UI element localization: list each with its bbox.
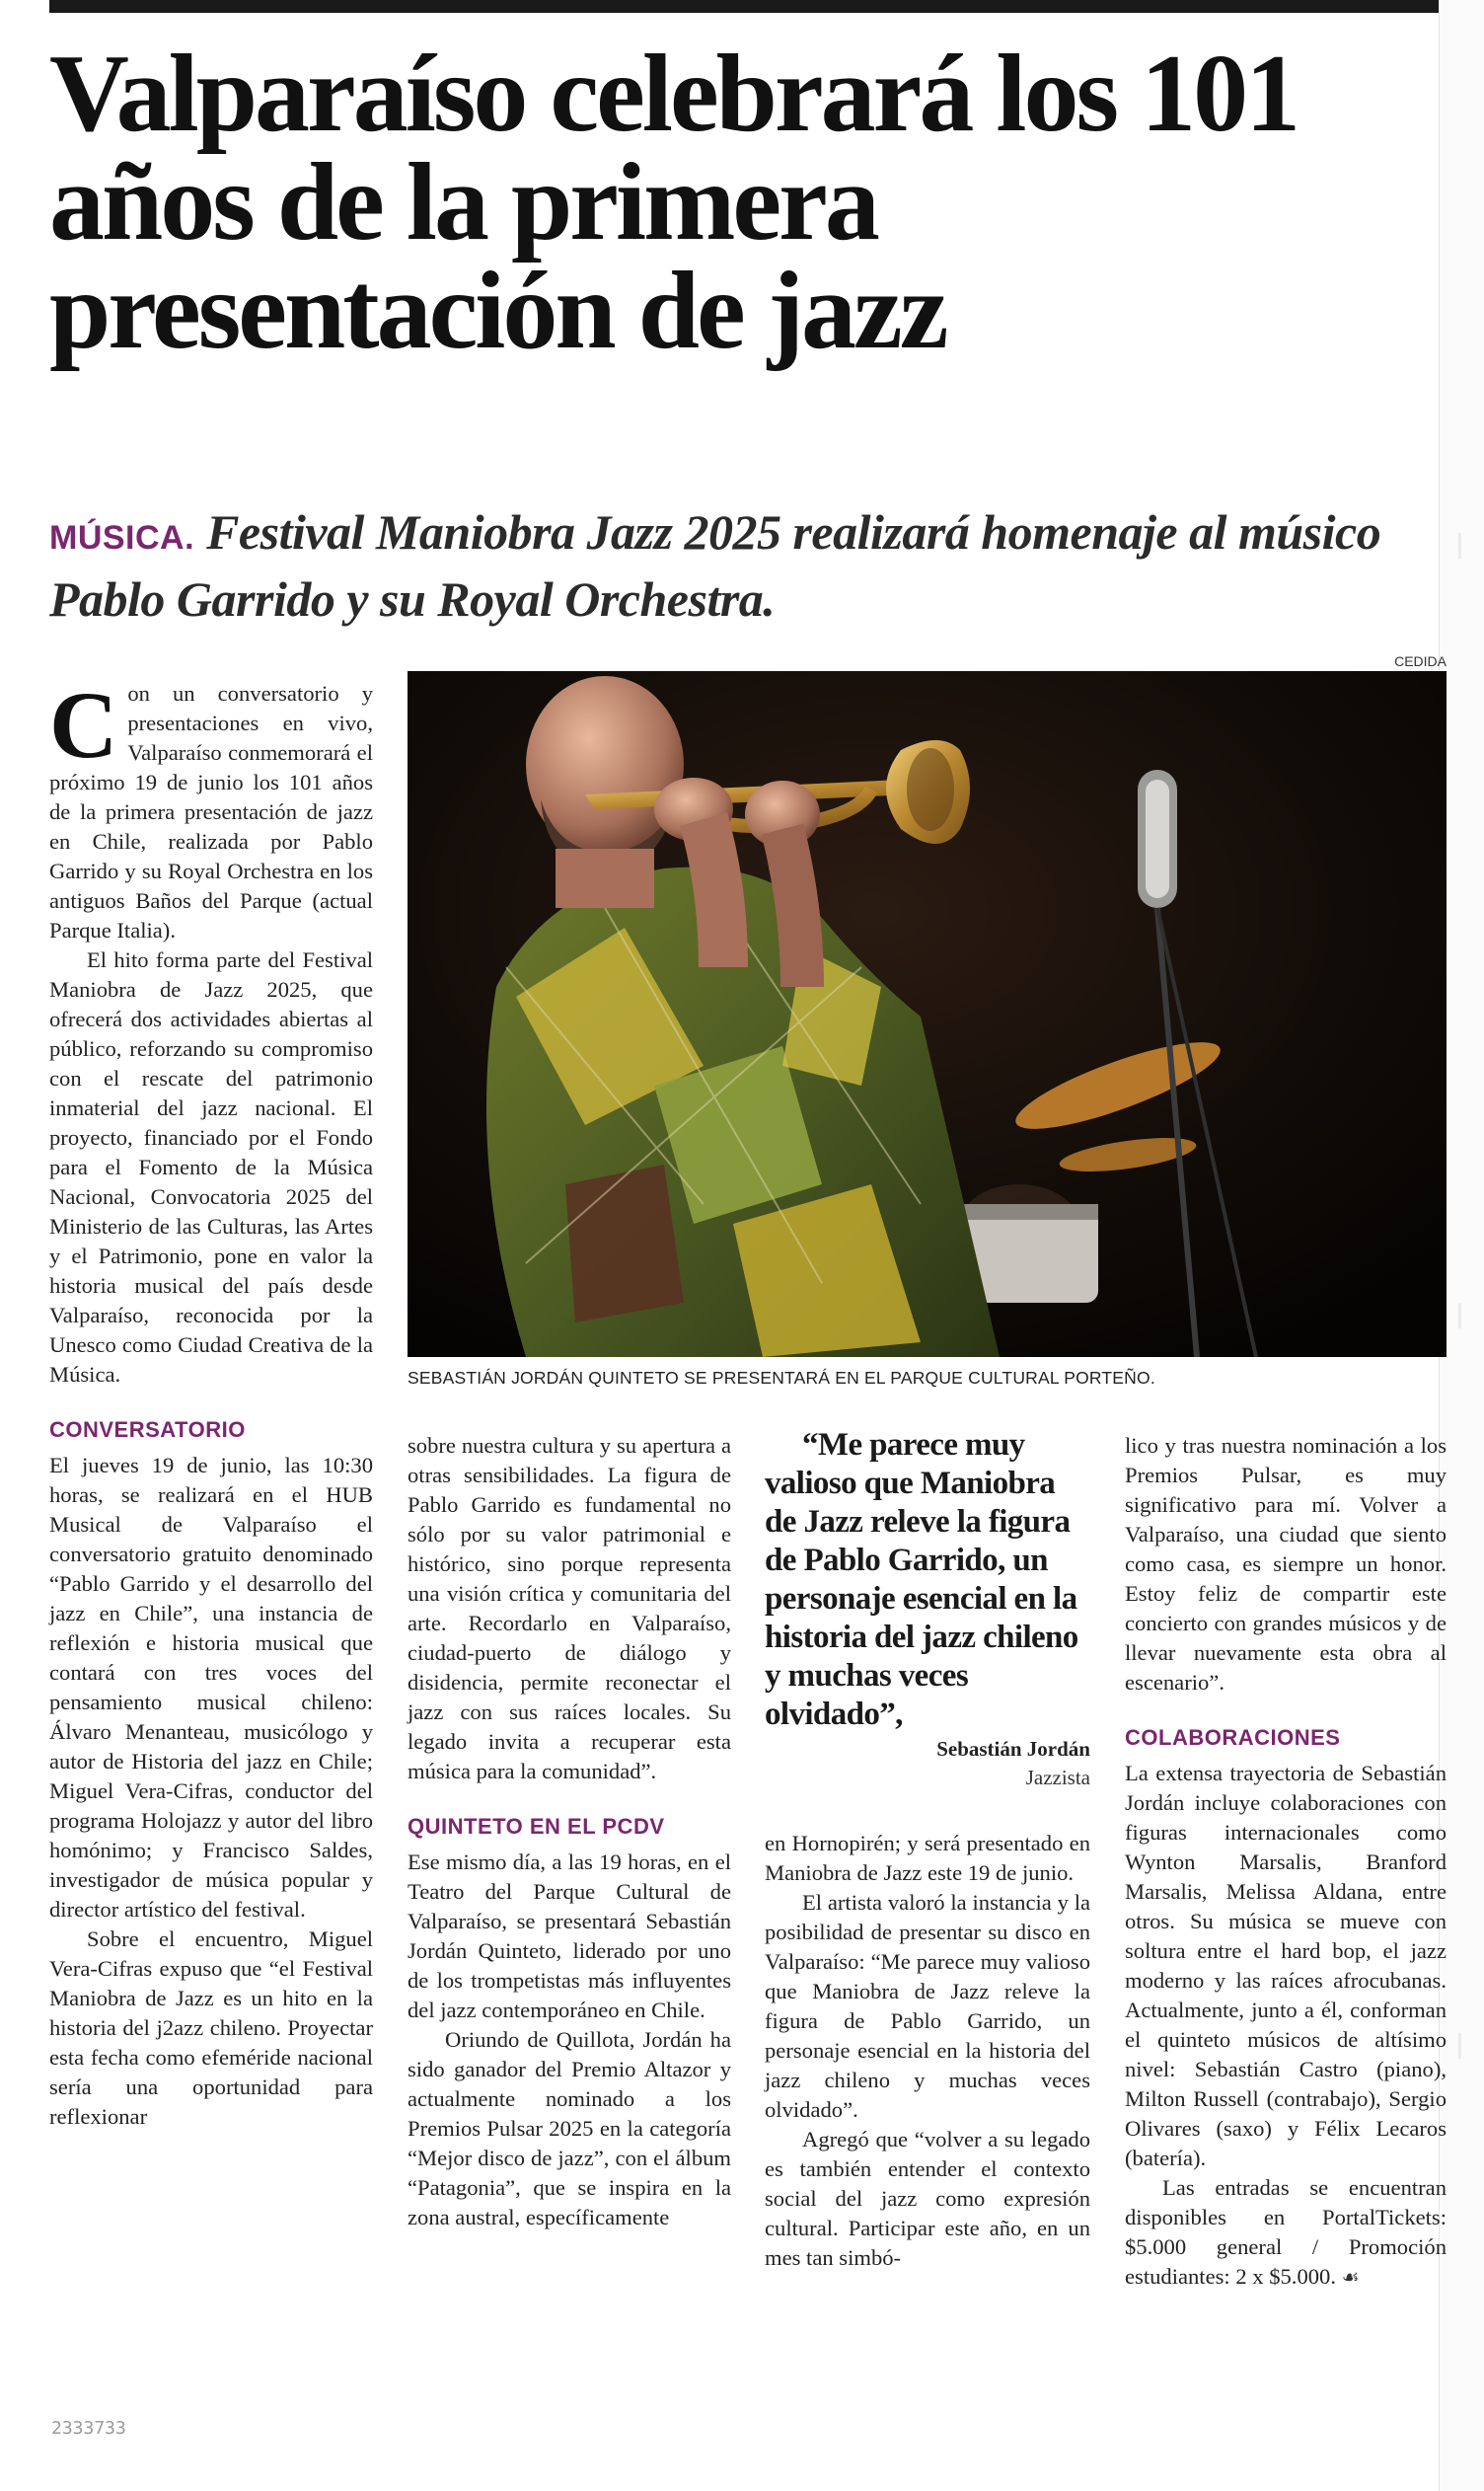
lead-paragraph: Con un conversatorio y presentaciones en vivo, Valparaíso conmemorará el próximo 19 de junio los 101 años de la primera presentación de jazz en Chile, realizada por Pablo Garrido y su Royal Orchestra en los antiguos Baños del Parque (actual Parque Italia). — [49, 672, 373, 943]
paragraph-continued: en Hornopirén; y será presentado en Maniobra de Jazz este 19 de junio. — [765, 1831, 1090, 1885]
pull-quote-role: Jazzista — [1025, 1766, 1090, 1789]
paragraph: El artista valoró la instancia y la posibilidad de presentar su disco en Valparaíso: “Me parece muy valioso que Maniobra de Jazz releve la figura de Pablo Garrido, un personaje esencial en la historia del jazz chileno y muchas veces olvidado”. — [765, 1890, 1090, 2122]
paragraph: Agregó que “volver a su legado es también entender el contexto social del jazz como expresión cultural. Participar este año, en un mes tan simbó- — [765, 2127, 1090, 2270]
edge-mark — [1458, 533, 1461, 559]
section-heading-quinteto: QUINTETO EN EL PCDV — [408, 1814, 665, 1839]
drop-cap: C — [49, 672, 118, 778]
section-kicker: MÚSICA. — [49, 519, 195, 557]
paragraph: Sobre el encuentro, Miguel Vera-Cifras expuso que “el Festival Maniobra de Jazz es un hito en la historia del j2azz chileno. Proyectar esta fecha como efeméride nacional sería una oportunidad para reflexionar — [49, 1926, 373, 2129]
paragraph-continued: sobre nuestra cultura y su apertura a otras sensibilidades. La figura de Pablo Garrido es fundamental no sólo por su valor patrimonial e histórico, sino porque representa una visión crítica y comunitaria del arte. Recordarlo en Valparaíso, ciudad-puerto de diálogo y disidencia, permite reconectar el jazz con sus raíces locales. Su legado invita a recuperar esta música para la comunidad”. — [408, 1433, 731, 1783]
subhead — [49, 501, 1391, 630]
closing-paragraph: Las entradas se encuentran disponibles en PortalTickets: $5.000 general / Promoción estudiantes: 2 x $5.000. ☙ — [1125, 2175, 1447, 2289]
headline: Valparaíso celebrará los 101 años de la primera presentación de jazz — [49, 33, 1298, 372]
section-heading-colaboraciones: COLABORACIONES — [1125, 1725, 1341, 1750]
paragraph-continued: lico y tras nuestra nominación a los Premios Pulsar, es muy significativo para mí. Volver a Valparaíso, una ciudad que siento como casa, es siempre un honor. Estoy feliz de compartir este concierto con grandes músicos y de llevar nuevamente esta obra al escenario”. — [1125, 1433, 1447, 1695]
page-id: 2333733 — [51, 2418, 126, 2439]
top-rule — [49, 0, 1441, 13]
section-heading-conversatorio: CONVERSATORIO — [49, 1417, 246, 1442]
edge-mark — [1458, 1303, 1461, 1328]
edge-mark — [1458, 2033, 1461, 2059]
paragraph: El hito forma parte del Festival Maniobra de Jazz 2025, que ofrecerá dos actividades abiertas al público, reforzando su compromiso con el rescate del patrimonio inmaterial del jazz nacional. El proyecto, financiado por el Fondo para el Fomento de la Música Nacional, Convocatoria 2025 del Ministerio de las Culturas, las Artes y el Patrimonio, pone en valor la historia musical del país desde Valparaíso, reconocida por la Unesco como Ciudad Creativa de la Música. — [49, 947, 373, 1387]
paragraph: Ese mismo día, a las 19 horas, en el Teatro del Parque Cultural de Valparaíso, se presentará Sebastián Jordán Quinteto, liderado por uno de los trompetistas más influyentes del jazz contemporáneo en Chile. — [408, 1849, 731, 2022]
trumpeter-photo — [408, 671, 1447, 1357]
article-column-2 — [408, 1431, 731, 2232]
photo-credit: CEDIDA — [1394, 653, 1447, 669]
paragraph: El jueves 19 de junio, las 10:30 horas, se realizará en el HUB Musical de Valparaíso el conversatorio gratuito denominado “Pablo Garrido y el desarrollo del jazz en Chile”, una instancia de reflexión e historia musical que contará con tres voces del pensamiento musical chileno: Álvaro Menanteau, musicólogo y autor de Historia del jazz en Chile; Miguel Vera-Cifras, conductor del programa Holojazz y autor del libro homónimo; y Francisco Saldes, investigador de música popular y director artístico del festival. — [49, 1453, 373, 1922]
paragraph: La extensa trayectoria de Sebastián Jordán incluye colaboraciones con figuras internacionales como Wynton Marsalis, Branford Marsalis, Melissa Aldana, entre otros. Su música se mueve con soltura entre el hard bop, el jazz moderno y las raíces afrocubanas. Actualmente, junto a él, conforman el quinteto músicos de altísimo nivel: Sebastián Castro (piano), Milton Russell (contrabajo), Sergio Olivares (saxo) y Félix Lecaros (batería). — [1125, 1761, 1447, 2170]
pull-quote-text: “Me parece muy valioso que Maniobra de Jazz releve la figura de Pablo Garrido, un personaje esencial en la historia del jazz chileno y muchas veces olvidado”, — [765, 1427, 1078, 1732]
pull-quote — [765, 1426, 1090, 1791]
article-column-4 — [1125, 1431, 1447, 2292]
end-mark-icon: ☙ — [1341, 2265, 1360, 2289]
subhead-text: Festival Maniobra Jazz 2025 realizará homenaje al músico Pablo Garrido y su Royal Orchestra. — [49, 504, 1381, 627]
paragraph: Oriundo de Quillota, Jordán ha sido ganador del Premio Altazor y actualmente nominado a los Premios Pulsar 2025 en la categoría “Mejor disco de jazz”, con el álbum “Patagonia”, que se inspira en la zona austral, específicamente — [408, 2027, 731, 2229]
pull-quote-name: Sebastián Jordán — [936, 1737, 1090, 1761]
article-column-3 — [765, 1426, 1090, 2273]
article-column-1 — [49, 672, 373, 2132]
photo-caption: SEBASTIÁN JORDÁN QUINTETO SE PRESENTARÁ EN EL PARQUE CULTURAL PORTEÑO. — [408, 1368, 1155, 1388]
